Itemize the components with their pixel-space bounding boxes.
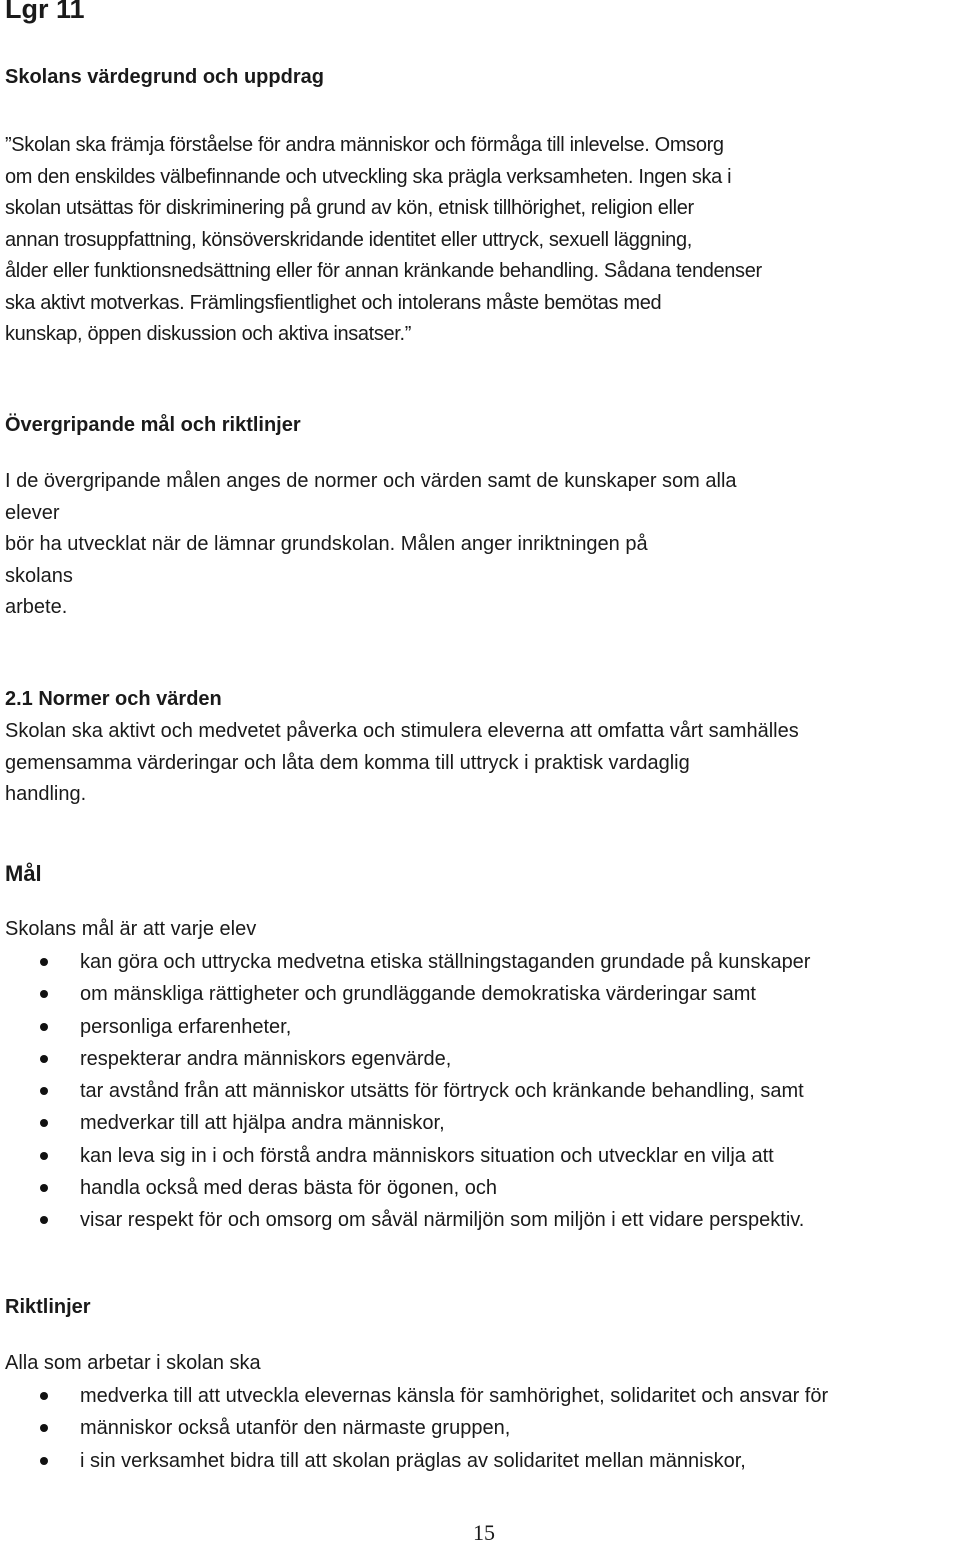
list-item-text: tar avstånd från att människor utsätts för förtryck och kränkande behandling, samt bbox=[80, 1080, 804, 1103]
section-paragraph-normer bbox=[5, 716, 799, 811]
list-item bbox=[0, 1140, 810, 1172]
paragraph-line: elever bbox=[5, 501, 60, 524]
list-item bbox=[0, 946, 810, 978]
goals-list bbox=[0, 946, 810, 1237]
bullet-icon bbox=[40, 1184, 48, 1192]
list-item bbox=[0, 1445, 828, 1477]
list-item-text: medverkar till att hjälpa andra människor, bbox=[80, 1112, 445, 1135]
list-item-text: medverka till att utveckla elevernas känsla för samhörighet, solidaritet och ansvar för bbox=[80, 1385, 829, 1407]
list-item bbox=[0, 1011, 810, 1043]
list-item bbox=[0, 978, 810, 1010]
section-paragraph-overgripande bbox=[5, 466, 737, 624]
bullet-icon bbox=[40, 958, 48, 966]
list-item-text: kan leva sig in i och förstå andra människors situation och utvecklar en vilja att bbox=[80, 1144, 774, 1167]
bullet-icon bbox=[40, 1424, 48, 1432]
guidelines-intro: Alla som arbetar i skolan ska bbox=[5, 1352, 261, 1374]
goals-intro: Skolans mål är att varje elev bbox=[5, 918, 257, 940]
section-heading-mal: Mål bbox=[5, 861, 42, 886]
paragraph-line: ska aktivt motverkas. Främlingsfientlighet och intolerans måste bemötas med bbox=[5, 291, 662, 314]
guidelines-list bbox=[0, 1380, 828, 1477]
list-item-text: om mänskliga rättigheter och grundläggande demokratiska värderingar samt bbox=[80, 983, 756, 1006]
page-number: 15 bbox=[473, 1520, 495, 1545]
document-title: Lgr 11 bbox=[5, 0, 85, 24]
list-item-text: kan göra och uttrycka medvetna etiska ställningstaganden grundade på kunskaper bbox=[80, 951, 811, 973]
section-heading-normer: 2.1 Normer och värden bbox=[5, 688, 222, 710]
list-item-text: i sin verksamhet bidra till att skolan präglas av solidaritet mellan människor, bbox=[80, 1449, 746, 1472]
section-heading-vardegrund: Skolans värdegrund och uppdrag bbox=[5, 66, 324, 88]
paragraph-line: bör ha utvecklat när de lämnar grundskolan. Målen anger inriktningen på bbox=[5, 533, 648, 555]
list-item bbox=[0, 1172, 810, 1204]
section-paragraph-vardegrund bbox=[5, 130, 762, 351]
paragraph-line: I de övergripande målen anges de normer och värden samt de kunskaper som alla bbox=[5, 470, 737, 492]
bullet-icon bbox=[40, 1023, 48, 1031]
bullet-icon bbox=[40, 1152, 48, 1160]
list-item bbox=[0, 1043, 810, 1075]
bullet-icon bbox=[40, 1087, 48, 1095]
bullet-icon bbox=[40, 1392, 48, 1400]
list-item bbox=[0, 1075, 810, 1107]
paragraph-line: ”Skolan ska främja förståelse för andra människor och förmåga till inlevelse. Omsorg bbox=[5, 134, 724, 156]
list-item-text: respekterar andra människors egenvärde, bbox=[80, 1047, 452, 1070]
paragraph-line: arbete. bbox=[5, 596, 68, 618]
bullet-icon bbox=[40, 1216, 48, 1224]
paragraph-line: handling. bbox=[5, 783, 87, 805]
paragraph-line: annan trosuppfattning, könsöverskridande identitet eller uttryck, sexuell läggning, bbox=[5, 228, 692, 251]
list-item-text: handla också med deras bästa för ögonen, och bbox=[80, 1177, 497, 1200]
bullet-icon bbox=[40, 1457, 48, 1465]
section-heading-riktlinjer: Riktlinjer bbox=[5, 1296, 91, 1318]
list-item-text: visar respekt för och omsorg om såväl närmiljön som miljön i ett vidare perspektiv. bbox=[80, 1209, 805, 1232]
paragraph-line: Skolan ska aktivt och medvetet påverka och stimulera eleverna att omfatta vårt samhälles bbox=[5, 720, 799, 742]
section-heading-overgripande: Övergripande mål och riktlinjer bbox=[5, 414, 301, 436]
paragraph-line: gemensamma värderingar och låta dem komma till uttryck i praktisk vardaglig bbox=[5, 751, 690, 774]
list-item bbox=[0, 1107, 810, 1139]
list-item-text: människor också utanför den närmaste gruppen, bbox=[80, 1417, 511, 1440]
paragraph-line: skolan utsättas för diskriminering på grund av kön, etnisk tillhörighet, religion eller bbox=[5, 197, 694, 219]
bullet-icon bbox=[40, 1055, 48, 1063]
paragraph-line: kunskap, öppen diskussion och aktiva insatser.” bbox=[5, 323, 412, 345]
list-item-text: personliga erfarenheter, bbox=[80, 1015, 292, 1038]
list-item bbox=[0, 1204, 810, 1236]
paragraph-line: ålder eller funktionsnedsättning eller för annan kränkande behandling. Sådana tendenser bbox=[5, 260, 762, 282]
list-item bbox=[0, 1412, 828, 1444]
bullet-icon bbox=[40, 990, 48, 998]
paragraph-line: skolans bbox=[5, 564, 73, 587]
paragraph-line: om den enskildes välbefinnande och utveckling ska prägla verksamheten. Ingen ska i bbox=[5, 165, 732, 188]
bullet-icon bbox=[40, 1119, 48, 1127]
list-item bbox=[0, 1380, 828, 1412]
